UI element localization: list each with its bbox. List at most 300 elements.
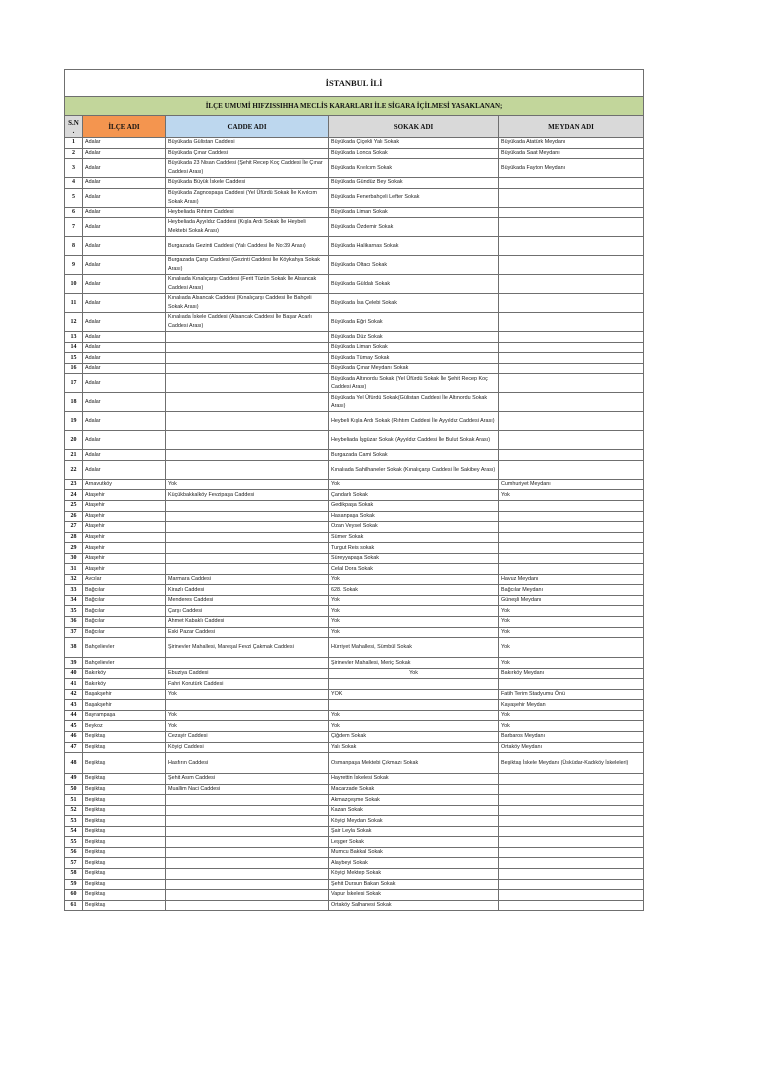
meydan-cell [499, 313, 644, 332]
sokak-cell: Burgazada Cami Sokak [329, 450, 499, 461]
table-row [65, 450, 644, 461]
ilce-cell: Beşiktaş [83, 753, 166, 774]
table-row [65, 805, 644, 816]
table-title: İSTANBUL İLİ [65, 70, 644, 97]
sokak-cell: Şair Leyla Sokak [329, 826, 499, 837]
sokak-cell: Süreyyapaşa Sokak [329, 553, 499, 564]
row-number: 45 [65, 721, 83, 732]
table-row [65, 412, 644, 431]
ilce-cell: Adalar [83, 188, 166, 207]
meydan-cell: Büyükada Saat Meydanı [499, 148, 644, 159]
cadde-cell: Hasfırın Caddesi [166, 753, 329, 774]
table-row [65, 668, 644, 679]
ilce-cell: Adalar [83, 332, 166, 343]
ilce-cell: Bağcılar [83, 585, 166, 596]
ilce-cell: Beşiktaş [83, 900, 166, 911]
sokak-cell: Yok [329, 479, 499, 490]
table-row [65, 890, 644, 901]
table-row [65, 627, 644, 638]
table-row [65, 138, 644, 149]
cadde-cell: Büyükada Çınar Caddesi [166, 148, 329, 159]
meydan-cell [499, 837, 644, 848]
sokak-cell: Macarzade Sokak [329, 784, 499, 795]
row-number: 55 [65, 837, 83, 848]
row-number: 7 [65, 218, 83, 237]
table-row [65, 658, 644, 669]
meydan-cell: Fatih Terim Stadyumu Önü [499, 689, 644, 700]
ilce-cell: Adalar [83, 431, 166, 450]
cadde-cell [166, 837, 329, 848]
meydan-cell [499, 553, 644, 564]
table-row [65, 256, 644, 275]
row-number: 33 [65, 585, 83, 596]
ilce-cell: Bayrampaşa [83, 710, 166, 721]
sokak-cell: Hasanpaşa Sokak [329, 511, 499, 522]
sokak-cell: Hürriyet Mahallesi, Sümbül Sokak [329, 638, 499, 658]
table-row [65, 431, 644, 450]
meydan-cell: Yok [499, 627, 644, 638]
table-row [65, 784, 644, 795]
sokak-cell: Büyükada Lonca Sokak [329, 148, 499, 159]
sokak-cell: Heybeli Kışla Ardı Sokak (Rıhtım Caddesi İle Ayyıldız Caddesi Arası) [329, 412, 499, 431]
row-number: 22 [65, 460, 83, 479]
meydan-cell: Yok [499, 658, 644, 669]
table-row [65, 606, 644, 617]
row-number: 8 [65, 237, 83, 256]
ilce-cell: Adalar [83, 275, 166, 294]
ilce-cell: Beşiktaş [83, 805, 166, 816]
ilce-cell: Adalar [83, 237, 166, 256]
table-row [65, 522, 644, 533]
ilce-cell: Beşiktaş [83, 742, 166, 753]
cadde-cell [166, 522, 329, 533]
row-number: 52 [65, 805, 83, 816]
ilce-cell: Ataşehir [83, 543, 166, 554]
row-number: 59 [65, 879, 83, 890]
ilce-cell: Beşiktaş [83, 826, 166, 837]
table-row [65, 689, 644, 700]
meydan-cell: Yok [499, 617, 644, 628]
row-number: 9 [65, 256, 83, 275]
table-row [65, 363, 644, 374]
meydan-cell [499, 218, 644, 237]
sokak-cell: Büyükada Liman Sokak [329, 207, 499, 218]
row-number: 32 [65, 574, 83, 585]
cadde-cell: Yok [166, 479, 329, 490]
table-row [65, 543, 644, 554]
cadde-cell [166, 332, 329, 343]
row-number: 10 [65, 275, 83, 294]
ilce-cell: Adalar [83, 450, 166, 461]
ilce-cell: Beşiktaş [83, 816, 166, 827]
meydan-cell: Havuz Meydanı [499, 574, 644, 585]
ilce-cell: Adalar [83, 363, 166, 374]
cadde-cell: Büyükada Gülistan Caddesi [166, 138, 329, 149]
ilce-cell: Adalar [83, 460, 166, 479]
cadde-cell [166, 564, 329, 575]
table-row [65, 742, 644, 753]
meydan-cell: Yok [499, 606, 644, 617]
cadde-cell: Yok [166, 689, 329, 700]
ilce-cell: Adalar [83, 138, 166, 149]
table-row [65, 275, 644, 294]
row-number: 51 [65, 795, 83, 806]
meydan-cell [499, 460, 644, 479]
row-number: 37 [65, 627, 83, 638]
table-row [65, 900, 644, 911]
sokak-cell: Büyükada İsa Çelebi Sokak [329, 294, 499, 313]
table-row [65, 826, 644, 837]
row-number: 28 [65, 532, 83, 543]
table-row [65, 374, 644, 393]
sokak-cell: Yok [329, 668, 499, 679]
row-number: 36 [65, 617, 83, 628]
ilce-cell: Beşiktaş [83, 731, 166, 742]
table-row [65, 342, 644, 353]
ilce-cell: Bağcılar [83, 627, 166, 638]
meydan-cell [499, 532, 644, 543]
sokak-cell: Yok [329, 721, 499, 732]
table-row [65, 585, 644, 596]
ilce-cell: Beşiktaş [83, 868, 166, 879]
table-row [65, 638, 644, 658]
sokak-cell: Yalı Sokak [329, 742, 499, 753]
meydan-cell [499, 858, 644, 869]
ilce-cell: Ataşehir [83, 553, 166, 564]
meydan-cell [499, 501, 644, 512]
meydan-cell [499, 188, 644, 207]
meydan-cell: Kayaşehir Meydan [499, 700, 644, 711]
meydan-cell: Yok [499, 721, 644, 732]
cadde-cell [166, 431, 329, 450]
ilce-cell: Avcılar [83, 574, 166, 585]
cadde-cell: Eski Pazar Caddesi [166, 627, 329, 638]
subtitle-row [65, 97, 644, 116]
sokak-cell: 628. Sokak [329, 585, 499, 596]
meydan-cell: Güneşli Meydanı [499, 595, 644, 606]
cadde-cell [166, 363, 329, 374]
meydan-cell [499, 237, 644, 256]
meydan-cell: Büyükada Atatürk Meydanı [499, 138, 644, 149]
meydan-cell: Ortaköy Meydanı [499, 742, 644, 753]
header-ilce: İLÇE ADI [83, 116, 166, 138]
row-number: 41 [65, 679, 83, 690]
ilce-cell: Adalar [83, 178, 166, 189]
meydan-cell [499, 890, 644, 901]
row-number: 39 [65, 658, 83, 669]
table-row [65, 774, 644, 785]
cadde-cell [166, 816, 329, 827]
table-row [65, 532, 644, 543]
meydan-cell [499, 342, 644, 353]
cadde-cell [166, 700, 329, 711]
meydan-cell: Bağcılar Meydanı [499, 585, 644, 596]
sokak-cell: Yok [329, 617, 499, 628]
ilce-cell: Beşiktaş [83, 837, 166, 848]
sokak-cell: Yok [329, 710, 499, 721]
sokak-cell [329, 700, 499, 711]
table-row [65, 847, 644, 858]
sokak-cell [329, 679, 499, 690]
cadde-cell [166, 868, 329, 879]
meydan-cell: Cumhuriyet Meydanı [499, 479, 644, 490]
table-row [65, 511, 644, 522]
ilce-cell: Beşiktaş [83, 890, 166, 901]
sokak-cell: Kınalıada Sahilhaneler Sokak (Kınalıçarşı Caddesi İle Sakibey Arası) [329, 460, 499, 479]
meydan-cell [499, 805, 644, 816]
row-number: 4 [65, 178, 83, 189]
row-number: 20 [65, 431, 83, 450]
ilce-cell: Ataşehir [83, 564, 166, 575]
cadde-cell: Burgazada Gezinti Caddesi (Yalı Caddesi İle No:39 Arası) [166, 237, 329, 256]
meydan-cell [499, 543, 644, 554]
ilce-cell: Bahçelievler [83, 658, 166, 669]
table-row [65, 332, 644, 343]
cadde-cell [166, 412, 329, 431]
table-row [65, 795, 644, 806]
sokak-cell: Leşger Sokak [329, 837, 499, 848]
row-number: 61 [65, 900, 83, 911]
cadde-cell [166, 795, 329, 806]
row-number: 13 [65, 332, 83, 343]
cadde-cell: Ebuziya Caddesi [166, 668, 329, 679]
row-number: 2 [65, 148, 83, 159]
row-number: 21 [65, 450, 83, 461]
meydan-cell [499, 522, 644, 533]
row-number: 50 [65, 784, 83, 795]
ilce-cell: Beşiktaş [83, 795, 166, 806]
row-number: 46 [65, 731, 83, 742]
meydan-cell [499, 393, 644, 412]
ilce-cell: Beşiktaş [83, 774, 166, 785]
table-row [65, 868, 644, 879]
row-number: 18 [65, 393, 83, 412]
row-number: 27 [65, 522, 83, 533]
ilce-cell: Adalar [83, 294, 166, 313]
cadde-cell: Heybeliada Ayyıldız Caddesi (Kışla Ardı Sokak İle Heybeli Mektebi Sokak Arası) [166, 218, 329, 237]
meydan-cell [499, 795, 644, 806]
sokak-cell: Vapur İskelesi Sokak [329, 890, 499, 901]
cadde-cell [166, 543, 329, 554]
sokak-cell: Şehit Dursun Bakan Sokak [329, 879, 499, 890]
row-number: 44 [65, 710, 83, 721]
meydan-cell [499, 332, 644, 343]
table-row [65, 858, 644, 869]
row-number: 58 [65, 868, 83, 879]
meydan-cell [499, 826, 644, 837]
sokak-cell: Osmanpaşa Mektebi Çıkmazı Sokak [329, 753, 499, 774]
meydan-cell [499, 363, 644, 374]
sokak-cell: Köyiçi Mektep Sokak [329, 868, 499, 879]
cadde-cell: Muallim Naci Caddesi [166, 784, 329, 795]
sokak-cell: Büyükada Oltacı Sokak [329, 256, 499, 275]
ilce-cell: Ataşehir [83, 501, 166, 512]
sokak-cell: Büyükada Gündüz Bey Sokak [329, 178, 499, 189]
meydan-cell [499, 412, 644, 431]
title-row [65, 70, 644, 97]
sokak-cell: YOK [329, 689, 499, 700]
cadde-cell [166, 353, 329, 364]
ilce-cell: Adalar [83, 342, 166, 353]
cadde-cell [166, 511, 329, 522]
sokak-cell: Büyükada Çınar Meydanı Sokak [329, 363, 499, 374]
table-row [65, 313, 644, 332]
ilce-cell: Beşiktaş [83, 847, 166, 858]
row-number: 19 [65, 412, 83, 431]
row-number: 24 [65, 490, 83, 501]
table-row [65, 700, 644, 711]
meydan-cell [499, 178, 644, 189]
table-row [65, 148, 644, 159]
cadde-cell [166, 553, 329, 564]
cadde-cell: Kirazlı Caddesi [166, 585, 329, 596]
row-number: 35 [65, 606, 83, 617]
ilce-cell: Bağcılar [83, 617, 166, 628]
header-row [65, 116, 644, 138]
cadde-cell [166, 658, 329, 669]
meydan-cell [499, 450, 644, 461]
cadde-cell: Köyiçi Caddesi [166, 742, 329, 753]
cadde-cell: Yok [166, 721, 329, 732]
table-row [65, 617, 644, 628]
meydan-cell [499, 353, 644, 364]
cadde-cell [166, 393, 329, 412]
cadde-cell: Cezayir Caddesi [166, 731, 329, 742]
meydan-cell [499, 207, 644, 218]
ilce-cell: Bahçelievler [83, 638, 166, 658]
meydan-cell [499, 784, 644, 795]
table-row [65, 353, 644, 364]
sokak-cell: Büyükada Kıvılcım Sokak [329, 159, 499, 178]
ilce-cell: Adalar [83, 412, 166, 431]
ilce-cell: Adalar [83, 218, 166, 237]
row-number: 6 [65, 207, 83, 218]
sokak-cell: Heybeliada İşgüzar Sokak (Ayyıldız Caddesi İle Bulut Sokak Arası) [329, 431, 499, 450]
sokak-cell: Sümer Sokak [329, 532, 499, 543]
meydan-cell: Yok [499, 490, 644, 501]
sokak-cell: Şirinevler Mahallesi, Meriç Sokak [329, 658, 499, 669]
sokak-cell: Gedikpaşa Sokak [329, 501, 499, 512]
ilce-cell: Adalar [83, 256, 166, 275]
cadde-cell [166, 460, 329, 479]
sokak-cell: Çandarlı Sokak [329, 490, 499, 501]
cadde-cell [166, 532, 329, 543]
row-number: 25 [65, 501, 83, 512]
sokak-cell: Mumcu Bakkal Sokak [329, 847, 499, 858]
sokak-cell: Yok [329, 595, 499, 606]
cadde-cell: Kınalıada Kınalıçarşı Caddesi (Ferit Tüzün Sokak İle Alsancak Caddesi Arası) [166, 275, 329, 294]
table-row [65, 393, 644, 412]
sokak-cell: Celal Dora Sokak [329, 564, 499, 575]
cadde-cell: Küçükbakkalköy Fevzipaşa Caddesi [166, 490, 329, 501]
cadde-cell: Büyükada Büyük İskele Caddesi [166, 178, 329, 189]
row-number: 56 [65, 847, 83, 858]
meydan-cell: Barbaros Meydanı [499, 731, 644, 742]
table-row [65, 879, 644, 890]
ilce-cell: Adalar [83, 148, 166, 159]
meydan-cell [499, 816, 644, 827]
sokak-cell: Alaybeyi Sokak [329, 858, 499, 869]
row-number: 42 [65, 689, 83, 700]
ilce-cell: Arnavutköy [83, 479, 166, 490]
table-row [65, 679, 644, 690]
table-row [65, 460, 644, 479]
ilce-cell: Adalar [83, 159, 166, 178]
row-number: 40 [65, 668, 83, 679]
table-row [65, 178, 644, 189]
sokak-cell: Büyükada Liman Sokak [329, 342, 499, 353]
cadde-cell: Ahmet Kabaklı Caddesi [166, 617, 329, 628]
ilce-cell: Başakşehir [83, 689, 166, 700]
meydan-cell: Büyükada Fayton Meydanı [499, 159, 644, 178]
sokak-cell: Kazan Sokak [329, 805, 499, 816]
cadde-cell: Burgazada Çarşı Caddesi (Gezinti Caddesi İle Köykahya Sokak Arası) [166, 256, 329, 275]
sokak-cell: Akmazçeşme Sokak [329, 795, 499, 806]
row-number: 48 [65, 753, 83, 774]
meydan-cell [499, 847, 644, 858]
table-row [65, 490, 644, 501]
ilce-cell: Bağcılar [83, 606, 166, 617]
meydan-cell [499, 275, 644, 294]
sokak-cell: Büyükada Altınordu Sokak (Yel Üfürdü Sokak İle Şehit Recep Koç Caddesi Arası) [329, 374, 499, 393]
sokak-cell: Büyükada Tümay Sokak [329, 353, 499, 364]
cadde-cell [166, 879, 329, 890]
table-row [65, 731, 644, 742]
row-number: 1 [65, 138, 83, 149]
ilce-cell: Ataşehir [83, 490, 166, 501]
row-number: 57 [65, 858, 83, 869]
meydan-cell [499, 256, 644, 275]
table-subtitle: İLÇE UMUMİ HIFZISSIHHA MECLİS KARARLARI İLE SİGARA İÇİLMESİ YASAKLANAN; [65, 97, 644, 116]
meydan-cell [499, 900, 644, 911]
cadde-cell: Yok [166, 710, 329, 721]
ilce-cell: Adalar [83, 374, 166, 393]
row-number: 3 [65, 159, 83, 178]
header-cadde: CADDE ADI [166, 116, 329, 138]
row-number: 34 [65, 595, 83, 606]
row-number: 11 [65, 294, 83, 313]
ilce-cell: Ataşehir [83, 511, 166, 522]
cadde-cell: Heybeliada Rıhtım Caddesi [166, 207, 329, 218]
cadde-cell [166, 342, 329, 353]
header-sn: S.N . [65, 116, 83, 138]
meydan-cell [499, 511, 644, 522]
sokak-cell: Yok [329, 606, 499, 617]
table-row [65, 574, 644, 585]
sokak-cell: Turgut Reis sokak [329, 543, 499, 554]
cadde-cell: Çarşı Caddesi [166, 606, 329, 617]
row-number: 43 [65, 700, 83, 711]
ilce-cell: Ataşehir [83, 522, 166, 533]
sokak-cell: Hayrettin İskelesi Sokak [329, 774, 499, 785]
table-row [65, 721, 644, 732]
row-number: 49 [65, 774, 83, 785]
table-row [65, 816, 644, 827]
meydan-cell: Yok [499, 710, 644, 721]
cadde-cell: Fahri Korutürk Caddesi [166, 679, 329, 690]
cadde-cell [166, 805, 329, 816]
ilce-cell: Beşiktaş [83, 879, 166, 890]
cadde-cell: Şehit Asım Caddesi [166, 774, 329, 785]
sokak-cell: Büyükada Yel Üfürdü Sokak(Gülistan Caddesi İle Altınordu Sokak Arası) [329, 393, 499, 412]
cadde-cell: Şirinevler Mahallesi, Mareşal Fevzi Çakmak Caddesi [166, 638, 329, 658]
cadde-cell [166, 847, 329, 858]
sokak-cell: Yok [329, 574, 499, 585]
table-row [65, 595, 644, 606]
cadde-cell [166, 501, 329, 512]
cadde-cell [166, 374, 329, 393]
ilce-cell: Beykoz [83, 721, 166, 732]
